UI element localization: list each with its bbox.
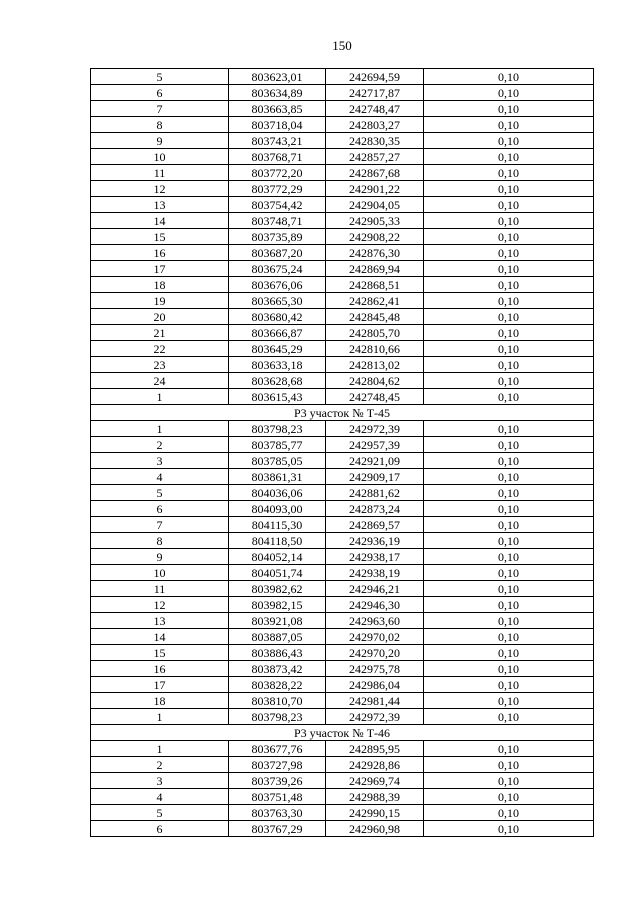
y-coordinate-cell: 242960,98 bbox=[326, 821, 424, 837]
x-coordinate-cell: 804115,30 bbox=[229, 517, 326, 533]
y-coordinate-cell: 242845,48 bbox=[326, 309, 424, 325]
table-row bbox=[91, 661, 594, 677]
x-coordinate-cell: 803623,01 bbox=[229, 69, 326, 85]
accuracy-cell: 0,10 bbox=[424, 309, 594, 325]
y-coordinate-cell: 242748,45 bbox=[326, 389, 424, 405]
accuracy-cell: 0,10 bbox=[424, 293, 594, 309]
y-coordinate-cell: 242805,70 bbox=[326, 325, 424, 341]
accuracy-cell: 0,10 bbox=[424, 373, 594, 389]
point-number-cell: 5 bbox=[91, 69, 229, 85]
accuracy-cell: 0,10 bbox=[424, 613, 594, 629]
y-coordinate-cell: 242862,41 bbox=[326, 293, 424, 309]
point-number-cell: 5 bbox=[91, 485, 229, 501]
x-coordinate-cell: 803772,20 bbox=[229, 165, 326, 181]
accuracy-cell: 0,10 bbox=[424, 549, 594, 565]
table-row bbox=[91, 325, 594, 341]
x-coordinate-cell: 803798,23 bbox=[229, 421, 326, 437]
table-row bbox=[91, 197, 594, 213]
y-coordinate-cell: 242972,39 bbox=[326, 709, 424, 725]
x-coordinate-cell: 803663,85 bbox=[229, 101, 326, 117]
y-coordinate-cell: 242813,02 bbox=[326, 357, 424, 373]
accuracy-cell: 0,10 bbox=[424, 773, 594, 789]
y-coordinate-cell: 242868,51 bbox=[326, 277, 424, 293]
point-number-cell: 15 bbox=[91, 645, 229, 661]
point-number-cell: 9 bbox=[91, 549, 229, 565]
x-coordinate-cell: 803887,05 bbox=[229, 629, 326, 645]
page-number: 150 bbox=[332, 38, 352, 53]
point-number-cell: 5 bbox=[91, 805, 229, 821]
y-coordinate-cell: 242904,05 bbox=[326, 197, 424, 213]
table-row bbox=[91, 389, 594, 405]
point-number-cell: 8 bbox=[91, 117, 229, 133]
x-coordinate-cell: 803810,70 bbox=[229, 693, 326, 709]
point-number-cell: 9 bbox=[91, 133, 229, 149]
point-number-cell: 24 bbox=[91, 373, 229, 389]
table-row bbox=[91, 741, 594, 757]
table-row bbox=[91, 85, 594, 101]
y-coordinate-cell: 242970,20 bbox=[326, 645, 424, 661]
y-coordinate-cell: 242963,60 bbox=[326, 613, 424, 629]
accuracy-cell: 0,10 bbox=[424, 661, 594, 677]
x-coordinate-cell: 803727,98 bbox=[229, 757, 326, 773]
accuracy-cell: 0,10 bbox=[424, 325, 594, 341]
accuracy-cell: 0,10 bbox=[424, 565, 594, 581]
table-row bbox=[91, 373, 594, 389]
section-header-row bbox=[91, 405, 594, 421]
y-coordinate-cell: 242990,15 bbox=[326, 805, 424, 821]
section-header-row bbox=[91, 725, 594, 741]
table-row bbox=[91, 501, 594, 517]
accuracy-cell: 0,10 bbox=[424, 821, 594, 837]
x-coordinate-cell: 803677,76 bbox=[229, 741, 326, 757]
point-number-cell: 18 bbox=[91, 277, 229, 293]
table-row bbox=[91, 821, 594, 837]
y-coordinate-cell: 242803,27 bbox=[326, 117, 424, 133]
y-coordinate-cell: 242869,94 bbox=[326, 261, 424, 277]
point-number-cell: 3 bbox=[91, 453, 229, 469]
x-coordinate-cell: 803666,87 bbox=[229, 325, 326, 341]
section-title: Р3 участок № Т-45 bbox=[91, 405, 594, 421]
x-coordinate-cell: 803861,31 bbox=[229, 469, 326, 485]
x-coordinate-cell: 804118,50 bbox=[229, 533, 326, 549]
coordinates-table bbox=[90, 68, 594, 837]
y-coordinate-cell: 242876,30 bbox=[326, 245, 424, 261]
table-row bbox=[91, 805, 594, 821]
table-row bbox=[91, 549, 594, 565]
table-row bbox=[91, 421, 594, 437]
x-coordinate-cell: 803873,42 bbox=[229, 661, 326, 677]
table-row bbox=[91, 309, 594, 325]
x-coordinate-cell: 803743,21 bbox=[229, 133, 326, 149]
accuracy-cell: 0,10 bbox=[424, 645, 594, 661]
x-coordinate-cell: 803735,89 bbox=[229, 229, 326, 245]
y-coordinate-cell: 242873,24 bbox=[326, 501, 424, 517]
point-number-cell: 13 bbox=[91, 613, 229, 629]
x-coordinate-cell: 804051,74 bbox=[229, 565, 326, 581]
accuracy-cell: 0,10 bbox=[424, 245, 594, 261]
point-number-cell: 14 bbox=[91, 629, 229, 645]
y-coordinate-cell: 242957,39 bbox=[326, 437, 424, 453]
table-row bbox=[91, 709, 594, 725]
y-coordinate-cell: 242895,95 bbox=[326, 741, 424, 757]
table-row bbox=[91, 357, 594, 373]
y-coordinate-cell: 242928,86 bbox=[326, 757, 424, 773]
section-title: Р3 участок № Т-46 bbox=[91, 725, 594, 741]
y-coordinate-cell: 242804,62 bbox=[326, 373, 424, 389]
y-coordinate-cell: 242970,02 bbox=[326, 629, 424, 645]
table-row bbox=[91, 133, 594, 149]
point-number-cell: 11 bbox=[91, 165, 229, 181]
x-coordinate-cell: 803748,71 bbox=[229, 213, 326, 229]
point-number-cell: 17 bbox=[91, 677, 229, 693]
x-coordinate-cell: 803921,08 bbox=[229, 613, 326, 629]
y-coordinate-cell: 242938,17 bbox=[326, 549, 424, 565]
accuracy-cell: 0,10 bbox=[424, 597, 594, 613]
accuracy-cell: 0,10 bbox=[424, 453, 594, 469]
x-coordinate-cell: 804093,00 bbox=[229, 501, 326, 517]
y-coordinate-cell: 242905,33 bbox=[326, 213, 424, 229]
table-row bbox=[91, 581, 594, 597]
x-coordinate-cell: 803886,43 bbox=[229, 645, 326, 661]
x-coordinate-cell: 803785,77 bbox=[229, 437, 326, 453]
accuracy-cell: 0,10 bbox=[424, 213, 594, 229]
accuracy-cell: 0,10 bbox=[424, 149, 594, 165]
table-row bbox=[91, 613, 594, 629]
point-number-cell: 1 bbox=[91, 741, 229, 757]
y-coordinate-cell: 242867,68 bbox=[326, 165, 424, 181]
table-row bbox=[91, 261, 594, 277]
y-coordinate-cell: 242869,57 bbox=[326, 517, 424, 533]
point-number-cell: 6 bbox=[91, 821, 229, 837]
y-coordinate-cell: 242986,04 bbox=[326, 677, 424, 693]
table-row bbox=[91, 149, 594, 165]
y-coordinate-cell: 242946,30 bbox=[326, 597, 424, 613]
y-coordinate-cell: 242938,19 bbox=[326, 565, 424, 581]
x-coordinate-cell: 803739,26 bbox=[229, 773, 326, 789]
x-coordinate-cell: 804052,14 bbox=[229, 549, 326, 565]
accuracy-cell: 0,10 bbox=[424, 277, 594, 293]
point-number-cell: 7 bbox=[91, 101, 229, 117]
point-number-cell: 6 bbox=[91, 501, 229, 517]
y-coordinate-cell: 242748,47 bbox=[326, 101, 424, 117]
x-coordinate-cell: 803982,15 bbox=[229, 597, 326, 613]
point-number-cell: 1 bbox=[91, 421, 229, 437]
table-row bbox=[91, 517, 594, 533]
accuracy-cell: 0,10 bbox=[424, 117, 594, 133]
accuracy-cell: 0,10 bbox=[424, 789, 594, 805]
table-row bbox=[91, 165, 594, 181]
table-row bbox=[91, 485, 594, 501]
table-row bbox=[91, 453, 594, 469]
point-number-cell: 10 bbox=[91, 565, 229, 581]
y-coordinate-cell: 242972,39 bbox=[326, 421, 424, 437]
x-coordinate-cell: 803718,04 bbox=[229, 117, 326, 133]
table-row bbox=[91, 277, 594, 293]
table-row bbox=[91, 229, 594, 245]
table-row bbox=[91, 565, 594, 581]
y-coordinate-cell: 242901,22 bbox=[326, 181, 424, 197]
accuracy-cell: 0,10 bbox=[424, 181, 594, 197]
table-row bbox=[91, 693, 594, 709]
y-coordinate-cell: 242969,74 bbox=[326, 773, 424, 789]
x-coordinate-cell: 803828,22 bbox=[229, 677, 326, 693]
accuracy-cell: 0,10 bbox=[424, 517, 594, 533]
point-number-cell: 23 bbox=[91, 357, 229, 373]
point-number-cell: 4 bbox=[91, 469, 229, 485]
accuracy-cell: 0,10 bbox=[424, 437, 594, 453]
table-row bbox=[91, 677, 594, 693]
x-coordinate-cell: 803785,05 bbox=[229, 453, 326, 469]
y-coordinate-cell: 242830,35 bbox=[326, 133, 424, 149]
y-coordinate-cell: 242717,87 bbox=[326, 85, 424, 101]
y-coordinate-cell: 242810,66 bbox=[326, 341, 424, 357]
point-number-cell: 1 bbox=[91, 709, 229, 725]
x-coordinate-cell: 803751,48 bbox=[229, 789, 326, 805]
accuracy-cell: 0,10 bbox=[424, 261, 594, 277]
point-number-cell: 21 bbox=[91, 325, 229, 341]
table-row bbox=[91, 117, 594, 133]
accuracy-cell: 0,10 bbox=[424, 389, 594, 405]
x-coordinate-cell: 803763,30 bbox=[229, 805, 326, 821]
accuracy-cell: 0,10 bbox=[424, 693, 594, 709]
point-number-cell: 8 bbox=[91, 533, 229, 549]
y-coordinate-cell: 242975,78 bbox=[326, 661, 424, 677]
table-row bbox=[91, 789, 594, 805]
point-number-cell: 7 bbox=[91, 517, 229, 533]
x-coordinate-cell: 803687,20 bbox=[229, 245, 326, 261]
accuracy-cell: 0,10 bbox=[424, 485, 594, 501]
point-number-cell: 2 bbox=[91, 757, 229, 773]
x-coordinate-cell: 803634,89 bbox=[229, 85, 326, 101]
y-coordinate-cell: 242981,44 bbox=[326, 693, 424, 709]
point-number-cell: 1 bbox=[91, 389, 229, 405]
accuracy-cell: 0,10 bbox=[424, 165, 594, 181]
x-coordinate-cell: 803754,42 bbox=[229, 197, 326, 213]
point-number-cell: 15 bbox=[91, 229, 229, 245]
table-row bbox=[91, 597, 594, 613]
accuracy-cell: 0,10 bbox=[424, 757, 594, 773]
y-coordinate-cell: 242946,21 bbox=[326, 581, 424, 597]
x-coordinate-cell: 803615,43 bbox=[229, 389, 326, 405]
point-number-cell: 18 bbox=[91, 693, 229, 709]
y-coordinate-cell: 242936,19 bbox=[326, 533, 424, 549]
table-row bbox=[91, 469, 594, 485]
x-coordinate-cell: 803982,62 bbox=[229, 581, 326, 597]
x-coordinate-cell: 803665,30 bbox=[229, 293, 326, 309]
y-coordinate-cell: 242694,59 bbox=[326, 69, 424, 85]
point-number-cell: 12 bbox=[91, 597, 229, 613]
accuracy-cell: 0,10 bbox=[424, 421, 594, 437]
accuracy-cell: 0,10 bbox=[424, 805, 594, 821]
accuracy-cell: 0,10 bbox=[424, 501, 594, 517]
x-coordinate-cell: 803633,18 bbox=[229, 357, 326, 373]
x-coordinate-cell: 803628,68 bbox=[229, 373, 326, 389]
accuracy-cell: 0,10 bbox=[424, 85, 594, 101]
point-number-cell: 16 bbox=[91, 661, 229, 677]
accuracy-cell: 0,10 bbox=[424, 133, 594, 149]
point-number-cell: 22 bbox=[91, 341, 229, 357]
y-coordinate-cell: 242908,22 bbox=[326, 229, 424, 245]
accuracy-cell: 0,10 bbox=[424, 533, 594, 549]
point-number-cell: 14 bbox=[91, 213, 229, 229]
accuracy-cell: 0,10 bbox=[424, 741, 594, 757]
x-coordinate-cell: 803768,71 bbox=[229, 149, 326, 165]
x-coordinate-cell: 803675,24 bbox=[229, 261, 326, 277]
x-coordinate-cell: 803772,29 bbox=[229, 181, 326, 197]
accuracy-cell: 0,10 bbox=[424, 677, 594, 693]
point-number-cell: 11 bbox=[91, 581, 229, 597]
x-coordinate-cell: 803676,06 bbox=[229, 277, 326, 293]
accuracy-cell: 0,10 bbox=[424, 469, 594, 485]
accuracy-cell: 0,10 bbox=[424, 341, 594, 357]
point-number-cell: 19 bbox=[91, 293, 229, 309]
table-row bbox=[91, 245, 594, 261]
table-row bbox=[91, 101, 594, 117]
x-coordinate-cell: 803798,23 bbox=[229, 709, 326, 725]
x-coordinate-cell: 803645,29 bbox=[229, 341, 326, 357]
point-number-cell: 6 bbox=[91, 85, 229, 101]
accuracy-cell: 0,10 bbox=[424, 197, 594, 213]
accuracy-cell: 0,10 bbox=[424, 709, 594, 725]
point-number-cell: 20 bbox=[91, 309, 229, 325]
table-row bbox=[91, 181, 594, 197]
x-coordinate-cell: 803680,42 bbox=[229, 309, 326, 325]
y-coordinate-cell: 242921,09 bbox=[326, 453, 424, 469]
table-row bbox=[91, 533, 594, 549]
point-number-cell: 16 bbox=[91, 245, 229, 261]
table-row bbox=[91, 69, 594, 85]
accuracy-cell: 0,10 bbox=[424, 101, 594, 117]
accuracy-cell: 0,10 bbox=[424, 629, 594, 645]
table-row bbox=[91, 293, 594, 309]
table-row bbox=[91, 773, 594, 789]
x-coordinate-cell: 803767,29 bbox=[229, 821, 326, 837]
y-coordinate-cell: 242909,17 bbox=[326, 469, 424, 485]
table-row bbox=[91, 629, 594, 645]
point-number-cell: 3 bbox=[91, 773, 229, 789]
table-row bbox=[91, 341, 594, 357]
accuracy-cell: 0,10 bbox=[424, 229, 594, 245]
table-row bbox=[91, 757, 594, 773]
point-number-cell: 4 bbox=[91, 789, 229, 805]
table-row bbox=[91, 645, 594, 661]
accuracy-cell: 0,10 bbox=[424, 69, 594, 85]
y-coordinate-cell: 242857,27 bbox=[326, 149, 424, 165]
y-coordinate-cell: 242881,62 bbox=[326, 485, 424, 501]
table-row bbox=[91, 213, 594, 229]
point-number-cell: 2 bbox=[91, 437, 229, 453]
point-number-cell: 12 bbox=[91, 181, 229, 197]
coordinates-table-body bbox=[91, 69, 594, 837]
table-row bbox=[91, 437, 594, 453]
x-coordinate-cell: 804036,06 bbox=[229, 485, 326, 501]
accuracy-cell: 0,10 bbox=[424, 581, 594, 597]
accuracy-cell: 0,10 bbox=[424, 357, 594, 373]
y-coordinate-cell: 242988,39 bbox=[326, 789, 424, 805]
point-number-cell: 10 bbox=[91, 149, 229, 165]
point-number-cell: 17 bbox=[91, 261, 229, 277]
point-number-cell: 13 bbox=[91, 197, 229, 213]
